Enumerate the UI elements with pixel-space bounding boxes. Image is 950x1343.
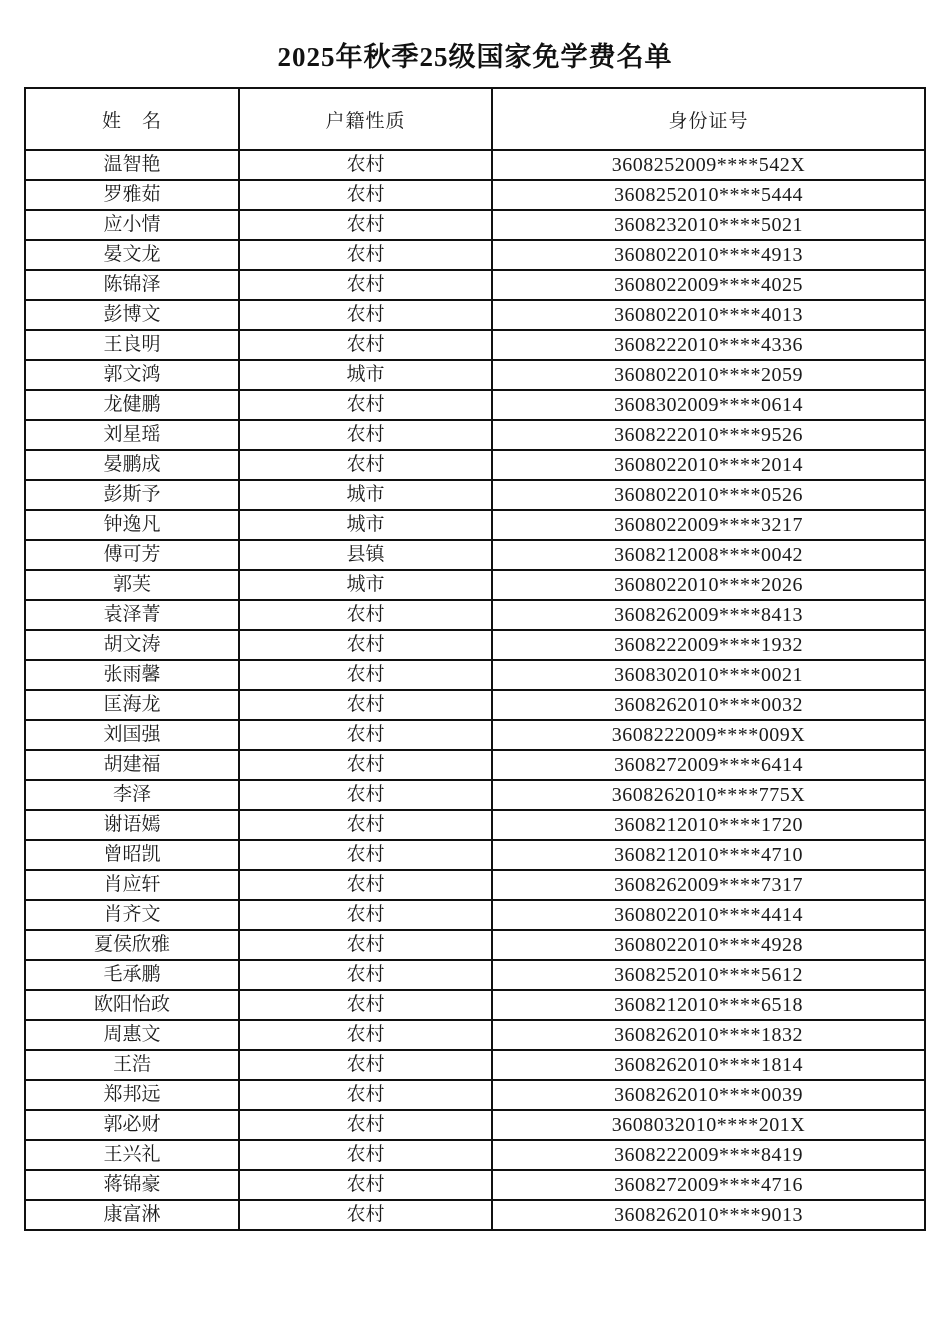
table-row bbox=[25, 1050, 925, 1080]
id-number-cell: 3608212010****6518 bbox=[492, 990, 925, 1020]
student-name-cell: 郭必财 bbox=[25, 1110, 239, 1140]
id-number-cell: 3608262009****7317 bbox=[492, 870, 925, 900]
id-number-cell: 3608212010****1720 bbox=[492, 810, 925, 840]
hukou-type-cell: 农村 bbox=[239, 1080, 492, 1110]
hukou-type-cell: 农村 bbox=[239, 780, 492, 810]
id-number-cell: 3608222009****1932 bbox=[492, 630, 925, 660]
hukou-type-cell: 农村 bbox=[239, 600, 492, 630]
hukou-type-cell: 农村 bbox=[239, 810, 492, 840]
student-name-cell: 傅可芳 bbox=[25, 540, 239, 570]
student-name-cell: 胡建福 bbox=[25, 750, 239, 780]
header-row bbox=[25, 88, 925, 150]
table-row bbox=[25, 900, 925, 930]
table-row bbox=[25, 450, 925, 480]
student-name-cell: 康富淋 bbox=[25, 1200, 239, 1230]
table-row bbox=[25, 1170, 925, 1200]
hukou-type-cell: 农村 bbox=[239, 690, 492, 720]
id-number-cell: 3608212008****0042 bbox=[492, 540, 925, 570]
table-row bbox=[25, 960, 925, 990]
id-number-cell: 3608262009****8413 bbox=[492, 600, 925, 630]
table-row bbox=[25, 180, 925, 210]
id-number-cell: 3608022010****4913 bbox=[492, 240, 925, 270]
table-row bbox=[25, 840, 925, 870]
student-name-cell: 王浩 bbox=[25, 1050, 239, 1080]
hukou-type-cell: 农村 bbox=[239, 300, 492, 330]
hukou-type-cell: 县镇 bbox=[239, 540, 492, 570]
table-row bbox=[25, 510, 925, 540]
student-name-cell: 欧阳怡政 bbox=[25, 990, 239, 1020]
student-name-cell: 夏侯欣雅 bbox=[25, 930, 239, 960]
hukou-type-cell: 农村 bbox=[239, 150, 492, 180]
student-name-cell: 匡海龙 bbox=[25, 690, 239, 720]
id-number-cell: 3608302009****0614 bbox=[492, 390, 925, 420]
table-row bbox=[25, 570, 925, 600]
id-number-cell: 3608252010****5612 bbox=[492, 960, 925, 990]
hukou-type-cell: 农村 bbox=[239, 660, 492, 690]
hukou-type-cell: 农村 bbox=[239, 750, 492, 780]
table-row bbox=[25, 390, 925, 420]
table-row bbox=[25, 630, 925, 660]
table-row bbox=[25, 1020, 925, 1050]
table-row bbox=[25, 540, 925, 570]
student-name-cell: 王良明 bbox=[25, 330, 239, 360]
hukou-type-cell: 农村 bbox=[239, 270, 492, 300]
id-number-cell: 3608252009****542X bbox=[492, 150, 925, 180]
student-name-cell: 刘国强 bbox=[25, 720, 239, 750]
student-name-cell: 郭芙 bbox=[25, 570, 239, 600]
student-name-cell: 彭博文 bbox=[25, 300, 239, 330]
id-number-cell: 3608222009****009X bbox=[492, 720, 925, 750]
id-number-cell: 3608022009****4025 bbox=[492, 270, 925, 300]
hukou-type-cell: 农村 bbox=[239, 630, 492, 660]
id-number-cell: 3608022010****2026 bbox=[492, 570, 925, 600]
hukou-type-cell: 农村 bbox=[239, 1050, 492, 1080]
hukou-type-cell: 农村 bbox=[239, 180, 492, 210]
hukou-type-cell: 城市 bbox=[239, 510, 492, 540]
student-name-cell: 晏鹏成 bbox=[25, 450, 239, 480]
page-title: 2025年秋季25级国家免学费名单 bbox=[277, 42, 673, 72]
id-number-cell: 3608022009****3217 bbox=[492, 510, 925, 540]
student-name-cell: 李泽 bbox=[25, 780, 239, 810]
id-number-cell: 3608022010****0526 bbox=[492, 480, 925, 510]
hukou-type-cell: 农村 bbox=[239, 1170, 492, 1200]
id-number-cell: 3608272009****6414 bbox=[492, 750, 925, 780]
id-number-cell: 3608262010****775X bbox=[492, 780, 925, 810]
student-name-cell: 毛承鹏 bbox=[25, 960, 239, 990]
table-row bbox=[25, 990, 925, 1020]
id-number-cell: 3608022010****4013 bbox=[492, 300, 925, 330]
col-header-name: 姓 名 bbox=[25, 88, 239, 150]
hukou-type-cell: 农村 bbox=[239, 990, 492, 1020]
table-row bbox=[25, 1110, 925, 1140]
student-name-cell: 龙健鹏 bbox=[25, 390, 239, 420]
table-row bbox=[25, 150, 925, 180]
id-number-cell: 3608222009****8419 bbox=[492, 1140, 925, 1170]
col-header-id-number: 身份证号 bbox=[492, 88, 925, 150]
id-number-cell: 3608032010****201X bbox=[492, 1110, 925, 1140]
table-body bbox=[25, 150, 925, 1230]
roster-table bbox=[24, 87, 926, 1231]
table-row bbox=[25, 240, 925, 270]
table-row bbox=[25, 930, 925, 960]
student-name-cell: 郑邦远 bbox=[25, 1080, 239, 1110]
id-number-cell: 3608222010****4336 bbox=[492, 330, 925, 360]
id-number-cell: 3608232010****5021 bbox=[492, 210, 925, 240]
id-number-cell: 3608262010****1832 bbox=[492, 1020, 925, 1050]
student-name-cell: 肖齐文 bbox=[25, 900, 239, 930]
hukou-type-cell: 农村 bbox=[239, 1140, 492, 1170]
table-row bbox=[25, 1140, 925, 1170]
student-name-cell: 曾昭凯 bbox=[25, 840, 239, 870]
id-number-cell: 3608302010****0021 bbox=[492, 660, 925, 690]
hukou-type-cell: 农村 bbox=[239, 930, 492, 960]
table-row bbox=[25, 750, 925, 780]
hukou-type-cell: 农村 bbox=[239, 1200, 492, 1230]
table-row bbox=[25, 360, 925, 390]
hukou-type-cell: 农村 bbox=[239, 450, 492, 480]
hukou-type-cell: 农村 bbox=[239, 900, 492, 930]
table-row bbox=[25, 480, 925, 510]
student-name-cell: 彭斯予 bbox=[25, 480, 239, 510]
student-name-cell: 郭文鸿 bbox=[25, 360, 239, 390]
table-row bbox=[25, 870, 925, 900]
student-name-cell: 袁泽菁 bbox=[25, 600, 239, 630]
table-row bbox=[25, 210, 925, 240]
hukou-type-cell: 农村 bbox=[239, 720, 492, 750]
hukou-type-cell: 农村 bbox=[239, 390, 492, 420]
hukou-type-cell: 城市 bbox=[239, 570, 492, 600]
student-name-cell: 应小情 bbox=[25, 210, 239, 240]
hukou-type-cell: 农村 bbox=[239, 330, 492, 360]
table-row bbox=[25, 780, 925, 810]
col-header-hukou-type: 户籍性质 bbox=[239, 88, 492, 150]
student-name-cell: 胡文涛 bbox=[25, 630, 239, 660]
table-row bbox=[25, 1080, 925, 1110]
hukou-type-cell: 农村 bbox=[239, 420, 492, 450]
id-number-cell: 3608262010****0039 bbox=[492, 1080, 925, 1110]
table-row bbox=[25, 810, 925, 840]
student-name-cell: 刘星瑶 bbox=[25, 420, 239, 450]
table-row bbox=[25, 720, 925, 750]
id-number-cell: 3608262010****0032 bbox=[492, 690, 925, 720]
table-row bbox=[25, 420, 925, 450]
id-number-cell: 3608252010****5444 bbox=[492, 180, 925, 210]
table-row bbox=[25, 660, 925, 690]
student-name-cell: 温智艳 bbox=[25, 150, 239, 180]
student-name-cell: 王兴礼 bbox=[25, 1140, 239, 1170]
hukou-type-cell: 农村 bbox=[239, 840, 492, 870]
id-number-cell: 3608272009****4716 bbox=[492, 1170, 925, 1200]
student-name-cell: 晏文龙 bbox=[25, 240, 239, 270]
student-name-cell: 谢语嫣 bbox=[25, 810, 239, 840]
id-number-cell: 3608022010****4928 bbox=[492, 930, 925, 960]
id-number-cell: 3608222010****9526 bbox=[492, 420, 925, 450]
student-name-cell: 张雨馨 bbox=[25, 660, 239, 690]
hukou-type-cell: 农村 bbox=[239, 870, 492, 900]
student-name-cell: 钟逸凡 bbox=[25, 510, 239, 540]
id-number-cell: 3608022010****2014 bbox=[492, 450, 925, 480]
table-row bbox=[25, 1200, 925, 1230]
student-name-cell: 肖应轩 bbox=[25, 870, 239, 900]
id-number-cell: 3608262010****1814 bbox=[492, 1050, 925, 1080]
hukou-type-cell: 农村 bbox=[239, 240, 492, 270]
id-number-cell: 3608262010****9013 bbox=[492, 1200, 925, 1230]
id-number-cell: 3608022010****4414 bbox=[492, 900, 925, 930]
table-row bbox=[25, 270, 925, 300]
student-name-cell: 罗雅茹 bbox=[25, 180, 239, 210]
hukou-type-cell: 农村 bbox=[239, 1020, 492, 1050]
table-row bbox=[25, 330, 925, 360]
student-name-cell: 陈锦泽 bbox=[25, 270, 239, 300]
student-name-cell: 周惠文 bbox=[25, 1020, 239, 1050]
id-number-cell: 3608212010****4710 bbox=[492, 840, 925, 870]
hukou-type-cell: 农村 bbox=[239, 210, 492, 240]
table-row bbox=[25, 600, 925, 630]
table-row bbox=[25, 690, 925, 720]
hukou-type-cell: 农村 bbox=[239, 1110, 492, 1140]
id-number-cell: 3608022010****2059 bbox=[492, 360, 925, 390]
hukou-type-cell: 城市 bbox=[239, 360, 492, 390]
table-row bbox=[25, 300, 925, 330]
hukou-type-cell: 城市 bbox=[239, 480, 492, 510]
hukou-type-cell: 农村 bbox=[239, 960, 492, 990]
student-name-cell: 蒋锦豪 bbox=[25, 1170, 239, 1200]
